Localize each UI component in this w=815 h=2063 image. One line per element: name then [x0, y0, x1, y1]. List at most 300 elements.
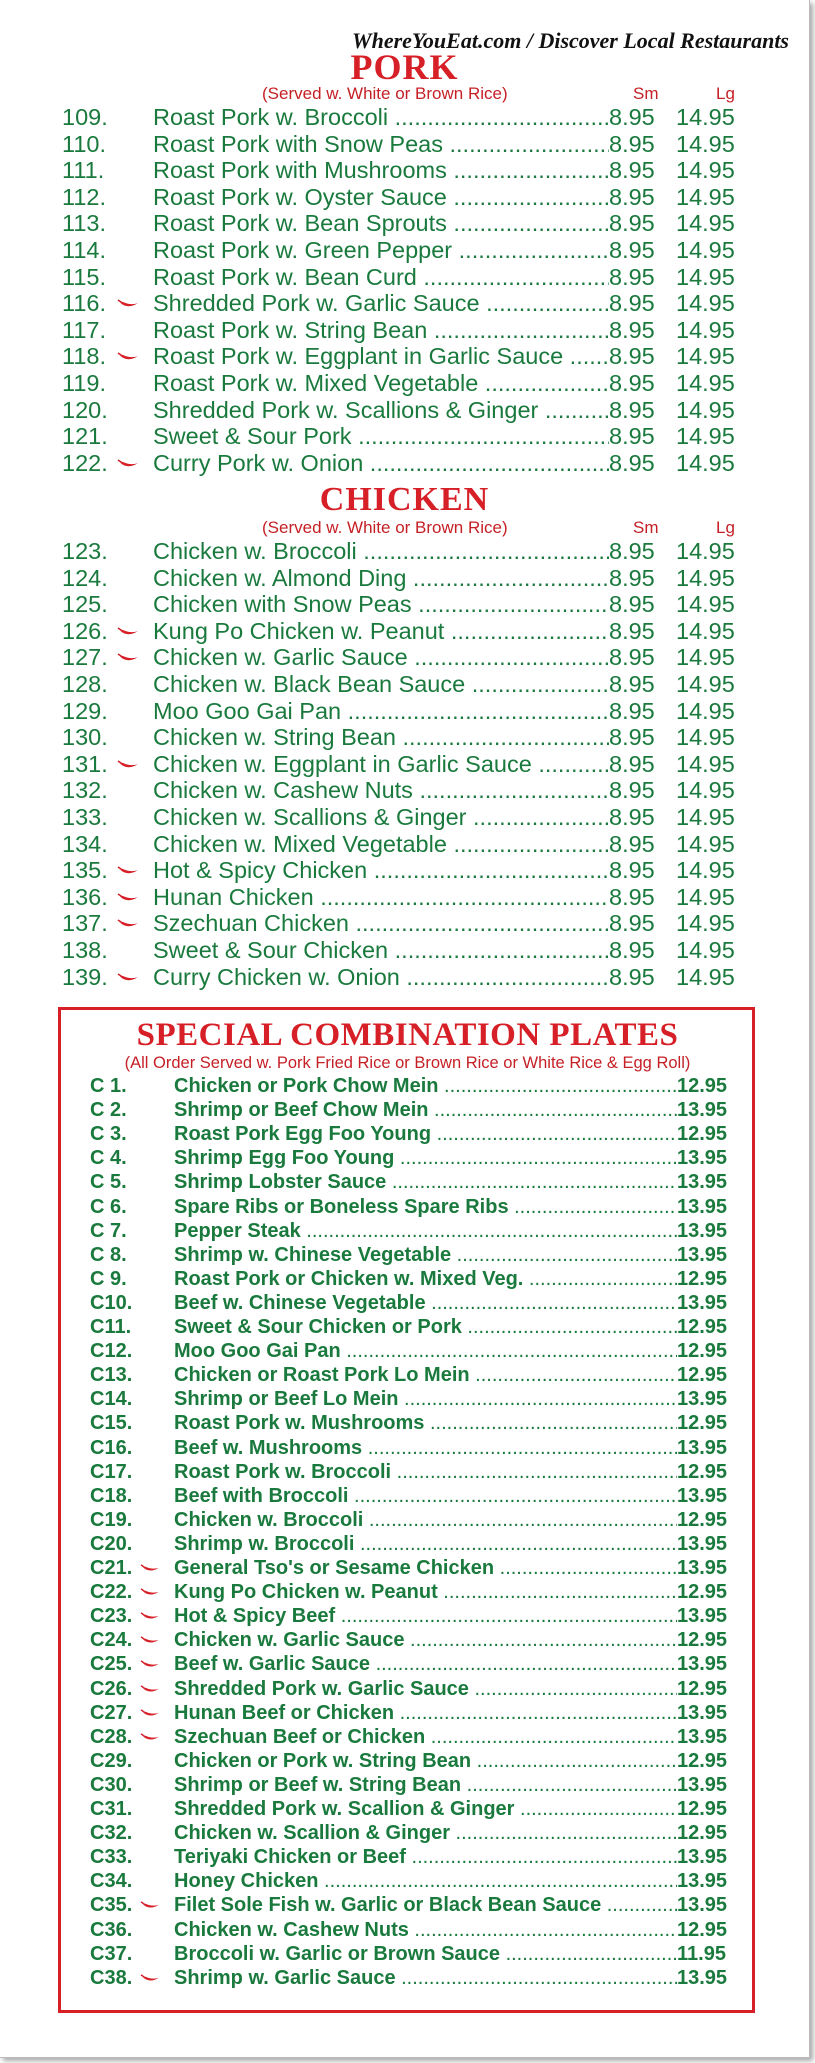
- combo-item-price: 12.95: [677, 1267, 728, 1290]
- pork-note: (Served w. White or Brown Rice): [262, 84, 508, 103]
- chili-pepper-icon: [140, 1901, 160, 1910]
- combo-item-name: Hunan Beef or Chicken .....: [174, 1702, 677, 1725]
- item-price-large: 14.95: [676, 910, 735, 937]
- item-name: Shredded Pork w. Scallions & Ginger .....: [153, 397, 609, 423]
- item-price-small: 8.95: [609, 804, 655, 830]
- item-name: Roast Pork w. String Bean .....: [153, 317, 609, 343]
- combo-item-number: C30.: [90, 1773, 133, 1796]
- item-name: Szechuan Chicken .....: [153, 910, 609, 936]
- menu-item-row: [0, 317, 809, 343]
- item-number: 124.: [62, 564, 108, 591]
- combo-item-number: C24.: [90, 1629, 133, 1652]
- item-price-large: 14.95: [676, 316, 735, 343]
- chili-pepper-icon: [140, 1612, 160, 1621]
- combo-item-price: 12.95: [677, 1316, 728, 1338]
- combo-section-title: SPECIAL COMBINATION PLATES: [136, 1017, 679, 1053]
- combo-item-number: C 3.: [90, 1123, 127, 1146]
- combo-item-name: Roast Pork w. Broccoli .....: [174, 1461, 677, 1484]
- menu-item-row: [0, 104, 809, 130]
- combo-item-number: C18.: [90, 1484, 133, 1507]
- item-number: 119.: [62, 370, 106, 396]
- item-number: 111.: [62, 157, 105, 184]
- combo-item-number: C33.: [90, 1846, 133, 1869]
- combo-item-row: [0, 1533, 809, 1556]
- item-price-small: 8.95: [609, 937, 655, 963]
- combo-item-price: 13.95: [677, 1701, 728, 1724]
- combo-item-name: Shrimp Lobster Sauce .....: [174, 1171, 677, 1194]
- combo-item-price: 13.95: [677, 1846, 728, 1869]
- menu-item-row: [0, 157, 809, 183]
- menu-item-row: [0, 857, 809, 883]
- item-name: Roast Pork w. Broccoli .....: [153, 104, 609, 130]
- item-name: Curry Chicken w. Onion .....: [153, 964, 609, 990]
- combo-item-number: C20.: [90, 1532, 133, 1555]
- combo-item-price: 12.95: [677, 1364, 728, 1387]
- item-price-small: 8.95: [609, 237, 655, 263]
- combo-item-row: [0, 1171, 809, 1194]
- combo-item-price: 13.95: [677, 1966, 728, 1989]
- combo-item-price: 12.95: [677, 1749, 728, 1772]
- combo-item-name: Sweet & Sour Chicken or Pork .....: [174, 1316, 677, 1339]
- combo-item-number: C14.: [90, 1388, 133, 1411]
- item-price-large: 14.95: [676, 671, 735, 697]
- item-price-large: 14.95: [676, 963, 735, 990]
- item-number: 136.: [62, 883, 108, 910]
- combo-item-number: C 4.: [90, 1147, 127, 1170]
- menu-item-row: [0, 290, 809, 316]
- combo-item-number: C 1.: [90, 1075, 127, 1097]
- item-price-small: 8.95: [609, 183, 655, 210]
- item-name: Curry Pork w. Onion .....: [153, 450, 609, 476]
- combo-item-number: C37.: [90, 1942, 133, 1965]
- chili-pepper-icon: [140, 1564, 160, 1573]
- menu-item-row: [0, 264, 809, 290]
- combo-item-number: C12.: [90, 1340, 133, 1363]
- item-price-large: 14.95: [676, 237, 735, 263]
- menu-item-row: [0, 671, 809, 697]
- item-price-small: 8.95: [609, 538, 655, 564]
- menu-item-row: [0, 751, 809, 777]
- combo-item-name: Shrimp or Beef Lo Mein .....: [174, 1388, 677, 1411]
- item-number: 123.: [62, 538, 108, 564]
- menu-item-row: [0, 910, 809, 936]
- combo-item-number: C15.: [90, 1412, 133, 1435]
- item-price-small: 8.95: [609, 883, 655, 910]
- chicken-note: (Served w. White or Brown Rice): [262, 518, 508, 537]
- combo-item-price: 13.95: [677, 1532, 728, 1555]
- combo-item-row: [0, 1268, 809, 1291]
- menu-item-row: [0, 777, 809, 803]
- item-name: Roast Pork w. Eggplant in Garlic Sauce .....: [153, 343, 609, 369]
- item-price-large: 14.95: [676, 564, 735, 591]
- combo-item-number: C 9.: [90, 1267, 127, 1290]
- item-price-small: 8.95: [609, 396, 655, 423]
- combo-item-number: C34.: [90, 1870, 133, 1893]
- item-price-large: 14.95: [676, 104, 735, 130]
- item-name: Shredded Pork w. Garlic Sauce .....: [153, 290, 609, 316]
- item-price-large: 14.95: [676, 210, 735, 237]
- item-number: 134.: [62, 830, 108, 857]
- menu-item-row: [0, 831, 809, 857]
- item-price-small: 8.95: [609, 644, 655, 671]
- combo-item-row: [0, 1919, 809, 1942]
- chili-pepper-icon: [140, 1709, 160, 1718]
- item-price-small: 8.95: [609, 316, 655, 343]
- chili-pepper-icon: [117, 653, 139, 663]
- combo-item-name: Shrimp w. Broccoli .....: [174, 1533, 677, 1556]
- combo-item-price: 13.95: [677, 1557, 728, 1579]
- item-name: Chicken w. Eggplant in Garlic Sauce .....: [153, 751, 609, 777]
- combo-item-name: Beef with Broccoli .....: [174, 1485, 677, 1508]
- item-name: Hunan Chicken .....: [153, 884, 609, 910]
- combo-item-price: 12.95: [677, 1677, 728, 1700]
- combo-item-price: 13.95: [677, 1870, 728, 1893]
- item-price-small: 8.95: [609, 449, 655, 476]
- combo-item-name: Chicken or Pork Chow Mein .....: [174, 1075, 677, 1098]
- item-price-small: 8.95: [609, 564, 655, 591]
- menu-item-row: [0, 370, 809, 396]
- combo-item-row: [0, 1437, 809, 1460]
- menu-item-row: [0, 804, 809, 830]
- combo-item-price: 12.95: [677, 1629, 728, 1652]
- item-price-large: 14.95: [676, 617, 735, 644]
- combo-item-row: [0, 1364, 809, 1387]
- item-price-small: 8.95: [609, 830, 655, 857]
- combo-item-name: Roast Pork w. Mushrooms .....: [174, 1412, 677, 1435]
- combo-item-row: [0, 1292, 809, 1315]
- item-name: Hot & Spicy Chicken .....: [153, 857, 609, 883]
- item-price-small: 8.95: [609, 777, 655, 804]
- combo-item-row: [0, 1798, 809, 1821]
- item-number: 120.: [62, 396, 108, 423]
- item-price-large: 14.95: [676, 644, 735, 671]
- item-price-large: 14.95: [676, 423, 735, 450]
- item-price-small: 8.95: [609, 724, 655, 751]
- item-price-large: 14.95: [676, 750, 735, 777]
- item-price-large: 14.95: [676, 591, 735, 618]
- item-price-small: 8.95: [609, 130, 655, 157]
- chili-pepper-icon: [117, 459, 139, 469]
- chili-pepper-icon: [140, 1588, 160, 1597]
- item-price-small: 8.95: [609, 290, 655, 317]
- combo-item-number: C25.: [90, 1653, 133, 1676]
- combo-item-row: [0, 1388, 809, 1411]
- chili-pepper-icon: [117, 919, 139, 929]
- combo-item-number: C19.: [90, 1508, 133, 1531]
- item-price-large: 14.95: [676, 697, 735, 724]
- combo-item-row: [0, 1412, 809, 1435]
- combo-item-price: 12.95: [677, 1822, 728, 1845]
- chili-pepper-icon: [140, 1636, 160, 1645]
- item-name: Roast Pork w. Bean Curd .....: [153, 264, 609, 290]
- combo-item-number: C 8.: [90, 1243, 127, 1266]
- item-name: Sweet & Sour Pork .....: [153, 423, 609, 449]
- combo-item-name: Kung Po Chicken w. Peanut .....: [174, 1581, 677, 1604]
- combo-item-name: Chicken w. Scallion & Ginger .....: [174, 1822, 677, 1845]
- item-price-large: 14.95: [676, 157, 735, 184]
- menu-item-row: [0, 937, 809, 963]
- combo-item-name: Roast Pork Egg Foo Young .....: [174, 1123, 677, 1146]
- combo-item-row: [0, 1485, 809, 1508]
- pork-lg-label: Lg: [716, 84, 735, 103]
- combo-item-price: 13.95: [677, 1653, 728, 1676]
- watermark: WhereYouEat.com / Discover Local Restaurants: [352, 28, 789, 53]
- combo-item-row: [0, 1774, 809, 1797]
- combo-item-row: [0, 1605, 809, 1628]
- combo-item-name: Spare Ribs or Boneless Spare Ribs .....: [174, 1196, 677, 1219]
- item-price-small: 8.95: [609, 157, 655, 184]
- combo-item-row: [0, 1557, 809, 1580]
- combo-item-price: 13.95: [677, 1147, 728, 1170]
- item-number: 117.: [62, 316, 106, 343]
- item-price-large: 14.95: [676, 396, 735, 423]
- item-price-large: 14.95: [676, 937, 735, 963]
- item-price-large: 14.95: [676, 883, 735, 910]
- combo-item-number: C38.: [90, 1966, 133, 1989]
- combo-item-price: 13.95: [677, 1725, 728, 1748]
- combo-item-number: C31.: [90, 1798, 133, 1820]
- combo-item-number: C11.: [90, 1316, 132, 1338]
- pork-subheader: [0, 84, 809, 104]
- combo-item-number: C22.: [90, 1581, 133, 1604]
- combo-item-name: Chicken w. Broccoli .....: [174, 1509, 677, 1532]
- item-name: Kung Po Chicken w. Peanut .....: [153, 618, 609, 644]
- item-price-small: 8.95: [609, 750, 655, 777]
- combo-item-number: C 7.: [90, 1219, 127, 1242]
- item-number: 128.: [62, 671, 108, 697]
- item-name: Roast Pork w. Bean Sprouts .....: [153, 210, 609, 236]
- item-name: Chicken w. Mixed Vegetable .....: [153, 831, 609, 857]
- combo-item-row: [0, 1653, 809, 1676]
- combo-item-price: 13.95: [677, 1291, 728, 1314]
- item-price-small: 8.95: [609, 963, 655, 990]
- combo-item-row: [0, 1461, 809, 1484]
- item-number: 116.: [62, 290, 106, 317]
- combo-item-row: [0, 1750, 809, 1773]
- combo-item-price: 12.95: [677, 1918, 728, 1941]
- item-price-large: 14.95: [676, 777, 735, 804]
- chili-pepper-icon: [117, 627, 139, 637]
- chicken-section-title: CHICKEN: [319, 481, 490, 518]
- combo-item-price: 12.95: [677, 1460, 728, 1483]
- combo-item-row: [0, 1967, 809, 1990]
- combo-item-number: C10.: [90, 1291, 133, 1314]
- item-price-large: 14.95: [676, 724, 735, 751]
- item-number: 125.: [62, 591, 108, 618]
- combo-item-row: [0, 1822, 809, 1845]
- chili-pepper-icon: [117, 866, 139, 876]
- item-name: Roast Pork w. Green Pepper .....: [153, 237, 609, 263]
- combo-item-name: Shrimp w. Chinese Vegetable .....: [174, 1244, 677, 1267]
- combo-item-row: [0, 1099, 809, 1122]
- combo-item-number: C13.: [90, 1364, 133, 1387]
- combo-item-row: [0, 1075, 809, 1098]
- combo-item-row: [0, 1196, 809, 1219]
- item-price-small: 8.95: [609, 263, 655, 290]
- combo-item-price: 13.95: [677, 1243, 728, 1266]
- combo-item-row: [0, 1220, 809, 1243]
- item-number: 129.: [62, 697, 108, 724]
- item-number: 115.: [62, 263, 106, 290]
- item-price-large: 14.95: [676, 857, 735, 884]
- combo-item-price: 12.95: [677, 1340, 728, 1363]
- combo-item-name: Shrimp or Beef w. String Bean .....: [174, 1774, 677, 1797]
- item-price-small: 8.95: [609, 104, 655, 130]
- combo-item-row: [0, 1846, 809, 1869]
- item-price-large: 14.95: [676, 290, 735, 317]
- combo-item-name: Shrimp w. Garlic Sauce .....: [174, 1967, 677, 1990]
- item-price-large: 14.95: [676, 830, 735, 857]
- chili-pepper-icon: [117, 352, 139, 362]
- item-price-small: 8.95: [609, 910, 655, 937]
- combo-item-price: 13.95: [677, 1219, 728, 1242]
- combo-item-row: [0, 1147, 809, 1170]
- combo-item-number: C23.: [90, 1605, 133, 1628]
- chili-pepper-icon: [117, 893, 139, 903]
- menu-item-row: [0, 724, 809, 750]
- chicken-lg-label: Lg: [716, 518, 735, 537]
- item-price-large: 14.95: [676, 449, 735, 476]
- menu-item-row: [0, 423, 809, 449]
- menu-item-row: [0, 450, 809, 476]
- combo-item-price: 11.95: [677, 1942, 726, 1965]
- combo-item-row: [0, 1509, 809, 1532]
- combo-item-price: 13.95: [677, 1773, 728, 1796]
- item-name: Chicken w. Garlic Sauce .....: [153, 644, 609, 670]
- item-price-small: 8.95: [609, 671, 655, 697]
- combo-item-number: C27.: [90, 1701, 133, 1724]
- combo-item-name: Pepper Steak .....: [174, 1220, 677, 1243]
- combo-item-row: [0, 1340, 809, 1363]
- item-number: 110.: [62, 130, 106, 157]
- item-price-small: 8.95: [609, 617, 655, 644]
- combo-note: (All Order Served w. Pork Fried Rice or Brown Rice or White Rice & Egg Roll): [124, 1054, 691, 1072]
- combo-item-price: 13.95: [677, 1099, 728, 1122]
- combo-item-row: [0, 1244, 809, 1267]
- combo-item-number: C29.: [90, 1749, 133, 1772]
- item-number: 133.: [62, 804, 108, 830]
- combo-item-name: Chicken w. Garlic Sauce .....: [174, 1629, 677, 1652]
- combo-item-number: C35.: [90, 1894, 133, 1917]
- combo-item-name: Chicken or Pork w. String Bean .....: [174, 1750, 677, 1773]
- menu-item-row: [0, 964, 809, 990]
- combo-item-name: Teriyaki Chicken or Beef .....: [174, 1846, 677, 1869]
- menu-item-row: [0, 698, 809, 724]
- item-price-small: 8.95: [609, 343, 655, 370]
- combo-item-number: C17.: [90, 1460, 133, 1483]
- chili-pepper-icon: [140, 1685, 160, 1694]
- item-number: 122.: [62, 449, 108, 476]
- combo-item-price: 12.95: [677, 1123, 728, 1146]
- chili-pepper-icon: [117, 760, 139, 770]
- menu-item-row: [0, 237, 809, 263]
- item-name: Sweet & Sour Chicken .....: [153, 937, 609, 963]
- combo-item-number: C 2.: [90, 1099, 127, 1122]
- combo-item-price: 13.95: [677, 1195, 728, 1218]
- combo-item-price: 13.95: [677, 1605, 728, 1628]
- menu-item-row: [0, 397, 809, 423]
- chicken-subheader: [0, 518, 809, 538]
- chicken-sm-label: Sm: [633, 518, 659, 537]
- item-number: 114.: [62, 237, 106, 263]
- item-number: 131.: [62, 750, 108, 777]
- combo-item-name: Honey Chicken .....: [174, 1870, 677, 1893]
- item-price-large: 14.95: [676, 370, 735, 396]
- item-price-large: 14.95: [676, 804, 735, 830]
- combo-item-price: 13.95: [677, 1484, 728, 1507]
- combo-item-row: [0, 1943, 809, 1966]
- combo-item-name: Hot & Spicy Beef .....: [174, 1605, 677, 1628]
- combo-item-row: [0, 1123, 809, 1146]
- combo-item-name: Shrimp or Beef Chow Mein .....: [174, 1099, 677, 1122]
- combo-item-name: Beef w. Mushrooms .....: [174, 1437, 677, 1460]
- combo-item-number: C32.: [90, 1822, 133, 1845]
- chili-pepper-icon: [117, 299, 139, 309]
- combo-item-number: C 6.: [90, 1195, 127, 1218]
- combo-item-row: [0, 1581, 809, 1604]
- combo-item-number: C36.: [90, 1918, 133, 1941]
- menu-item-row: [0, 538, 809, 564]
- combo-item-row: [0, 1894, 809, 1917]
- item-name: Roast Pork with Snow Peas .....: [153, 131, 609, 157]
- item-name: Roast Pork w. Oyster Sauce .....: [153, 184, 609, 210]
- combo-item-price: 13.95: [677, 1436, 728, 1459]
- menu-item-row: [0, 131, 809, 157]
- combo-item-name: Moo Goo Gai Pan .....: [174, 1340, 677, 1363]
- item-price-small: 8.95: [609, 210, 655, 237]
- item-name: Chicken w. Scallions & Ginger .....: [153, 804, 609, 830]
- item-price-large: 14.95: [676, 538, 735, 564]
- item-name: Chicken w. Cashew Nuts .....: [153, 777, 609, 803]
- combo-item-name: General Tso's or Sesame Chicken .....: [174, 1557, 677, 1580]
- item-number: 127.: [62, 644, 108, 671]
- item-number: 121.: [62, 423, 108, 450]
- combo-item-name: Szechuan Beef or Chicken .....: [174, 1726, 677, 1749]
- combo-item-name: Shredded Pork w. Garlic Sauce .....: [174, 1678, 677, 1701]
- combo-item-name: Beef w. Chinese Vegetable .....: [174, 1292, 677, 1315]
- combo-item-row: [0, 1629, 809, 1652]
- combo-item-name: Roast Pork or Chicken w. Mixed Veg. .....: [174, 1268, 677, 1291]
- combo-item-row: [0, 1702, 809, 1725]
- combo-item-name: Broccoli w. Garlic or Brown Sauce .....: [174, 1943, 677, 1966]
- menu-item-row: [0, 884, 809, 910]
- combo-item-number: C28.: [90, 1725, 133, 1748]
- item-number: 135.: [62, 857, 108, 884]
- item-price-large: 14.95: [676, 263, 735, 290]
- chili-pepper-icon: [140, 1660, 160, 1669]
- pork-section-title: PORK: [350, 47, 459, 87]
- item-number: 113.: [62, 210, 106, 237]
- chili-pepper-icon: [117, 973, 139, 983]
- item-name: Roast Pork with Mushrooms .....: [153, 157, 609, 183]
- combo-item-number: C 5.: [90, 1171, 127, 1194]
- item-name: Chicken with Snow Peas .....: [153, 591, 609, 617]
- menu-item-row: [0, 184, 809, 210]
- item-name: Chicken w. Broccoli .....: [153, 538, 609, 564]
- item-name: Chicken w. Black Bean Sauce .....: [153, 671, 609, 697]
- combo-item-number: C21.: [90, 1557, 133, 1579]
- combo-item-name: Chicken w. Cashew Nuts .....: [174, 1919, 677, 1942]
- combo-item-name: Chicken or Roast Pork Lo Mein .....: [174, 1364, 677, 1387]
- combo-item-price: 12.95: [677, 1075, 728, 1097]
- item-name: Roast Pork w. Mixed Vegetable .....: [153, 370, 609, 396]
- combo-item-price: 12.95: [677, 1412, 728, 1435]
- menu-item-row: [0, 343, 809, 369]
- chili-pepper-icon: [140, 1733, 160, 1742]
- combo-item-number: C16.: [90, 1436, 133, 1459]
- item-price-large: 14.95: [676, 343, 735, 370]
- item-number: 137.: [62, 910, 108, 937]
